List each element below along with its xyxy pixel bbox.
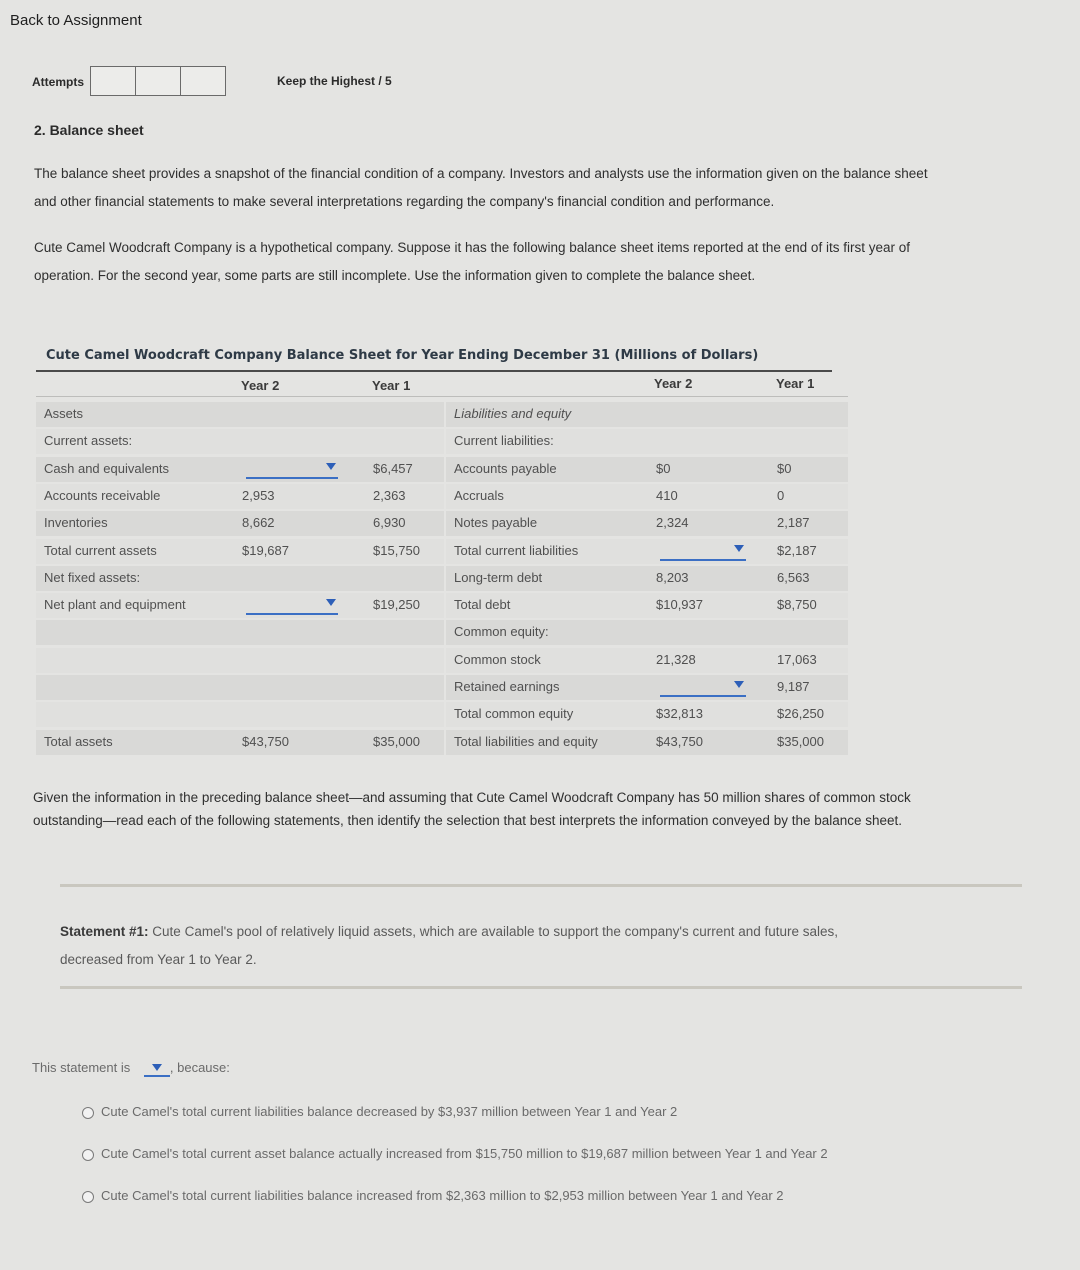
answer-line [32,1060,230,1077]
right-year2-value: 410 [656,487,678,503]
statement-bottom-rule [60,986,1022,989]
left-year2-header: Year 2 [241,378,280,393]
answer-option-1[interactable] [82,1104,828,1146]
right-year2-value: $0 [656,460,671,476]
chevron-down-icon [152,1064,162,1071]
answer-option-3[interactable] [82,1188,828,1230]
left-row-band [36,702,444,727]
attempt-box-3 [180,66,226,96]
interpretation-paragraph [33,786,1073,832]
left-year2-value: 8,662 [242,515,275,531]
left-row-band [36,648,444,673]
answer-option-3-label: Cute Camel's total current liabilities balance increased from $2,363 million to $2,953 million between Year 1 and Year 2 [101,1188,784,1203]
right-row-label: Total debt [454,597,511,613]
right-year1-value: $8,750 [777,597,817,613]
right-year2-value: 8,203 [656,569,689,585]
right-year1-value: 0 [777,487,785,503]
right-row-band [446,484,848,509]
statement-label: Statement #1: [60,924,149,939]
chevron-down-icon [734,545,744,552]
right-year2-value: $43,750 [656,733,703,749]
chevron-down-icon [326,599,336,606]
statement-top-rule [60,884,1022,887]
radio-button-icon[interactable] [82,1191,94,1203]
interpretation-line-1: Given the information in the preceding balance sheet—and assuming that Cute Camel Woodcraft Company has 50 million shares of common stock [33,790,911,805]
true-false-dropdown[interactable] [144,1061,170,1077]
intro-paragraph [34,160,1074,216]
balance-sheet-table [36,348,848,758]
left-year2-value: $43,750 [242,733,289,749]
right-row-label: Liabilities and equity [454,406,572,421]
balance-sheet-title: Cute Camel Woodcraft Company Balance Sheet for Year Ending December 31 (Millions of Dollars) [46,348,759,363]
left-year1-value: $6,457 [373,460,413,476]
right-row-label: Current liabilities: [454,433,554,449]
answer-option-2-label: Cute Camel's total current asset balance actually increased from $15,750 million to $19,687 million between Year 1 and Year 2 [101,1146,828,1161]
left-row-label: Net plant and equipment [44,597,186,613]
header-divider [36,396,848,397]
chevron-down-icon [734,681,744,688]
scenario-line-1: Cute Camel Woodcraft Company is a hypothetical company. Suppose it has the following balance sheet items reported at the end of its first year of [34,240,910,255]
left-year2-dropdown[interactable] [246,595,338,615]
statement-text-line-1: Cute Camel's pool of relatively liquid assets, which are available to support the company's current and future sales, [152,924,839,939]
attempt-box-1 [90,66,136,96]
attempts-section [32,66,226,99]
left-row-band [36,402,444,427]
left-year1-value: $35,000 [373,733,420,749]
left-year1-value: $15,750 [373,542,420,558]
right-year2-dropdown[interactable] [660,677,746,697]
right-year1-value: $26,250 [777,706,824,722]
right-year1-value: $2,187 [777,542,817,558]
statement-block [60,918,1020,974]
left-year1-header: Year 1 [372,378,411,393]
answer-option-1-label: Cute Camel's total current liabilities balance decreased by $3,937 million between Year 1 and Year 2 [101,1104,678,1119]
left-row-label: Net fixed assets: [44,569,141,585]
left-row-label: Total current assets [44,542,157,558]
left-row-label: Assets [44,406,84,421]
left-year2-value: 2,953 [242,487,275,503]
answer-suffix: , because: [169,1060,230,1075]
right-row-label: Accruals [454,487,504,503]
right-year1-value: $35,000 [777,733,824,749]
right-row-label: Common stock [454,651,541,667]
answer-options [82,1104,828,1230]
right-year1-value: 17,063 [777,651,817,667]
right-row-label: Notes payable [454,515,538,531]
keep-highest-label: Keep the Highest / 5 [277,74,392,88]
left-row-label: Total assets [44,733,113,749]
left-row-label: Current assets: [44,433,133,449]
left-row-label: Accounts receivable [44,487,161,503]
right-year2-value: 2,324 [656,515,689,531]
right-year1-value: $0 [777,460,792,476]
left-row-label: Cash and equivalents [44,460,170,476]
left-row-label: Inventories [44,515,108,531]
right-year2-value: $10,937 [656,597,703,613]
radio-button-icon[interactable] [82,1107,94,1119]
back-to-assignment-link[interactable]: Back to Assignment [10,12,142,29]
left-year1-value: 2,363 [373,487,406,503]
right-row-label: Common equity: [454,624,549,640]
right-year1-value: 2,187 [777,515,810,531]
left-year1-value: $19,250 [373,597,420,613]
attempts-label: Attempts [32,75,85,89]
right-year1-header: Year 1 [776,376,815,391]
title-rule [36,370,832,372]
left-row-band [36,620,444,645]
intro-line-2: and other financial statements to make several interpretations regarding the company's financial condition and performance. [34,194,775,209]
statement-text-line-2: decreased from Year 1 to Year 2. [60,952,257,967]
attempt-box-2 [135,66,181,96]
right-row-label: Long-term debt [454,569,543,585]
question-title: 2. Balance sheet [34,122,144,138]
right-year2-value: $32,813 [656,706,703,722]
radio-button-icon[interactable] [82,1149,94,1161]
answer-prefix: This statement is [32,1060,131,1075]
scenario-line-2: operation. For the second year, some parts are still incomplete. Use the information given to complete the balance sheet. [34,268,756,283]
right-row-label: Retained earnings [454,679,560,694]
right-row-label: Accounts payable [454,460,557,476]
intro-line-1: The balance sheet provides a snapshot of the financial condition of a company. Investors and analysts use the information given on the balance sheet [34,166,928,181]
chevron-down-icon [326,463,336,470]
left-year2-dropdown[interactable] [246,459,338,479]
answer-option-2[interactable] [82,1146,828,1188]
right-year2-value: 21,328 [656,651,696,667]
scenario-paragraph [34,234,1074,290]
right-year1-value: 6,563 [777,569,810,585]
balance-sheet-rows [36,402,848,754]
left-year2-value: $19,687 [242,542,289,558]
left-row-band [36,675,444,700]
right-year2-header: Year 2 [654,376,693,391]
right-row-label: Total current liabilities [454,542,579,558]
interpretation-line-2: outstanding—read each of the following statements, then identify the selection that best interprets the information conveyed by the balance sheet. [33,813,903,828]
left-year1-value: 6,930 [373,515,406,531]
right-year2-dropdown[interactable] [660,541,746,561]
right-row-label: Total common equity [454,706,574,722]
right-year1-value: 9,187 [777,679,810,694]
right-row-label: Total liabilities and equity [454,733,598,749]
